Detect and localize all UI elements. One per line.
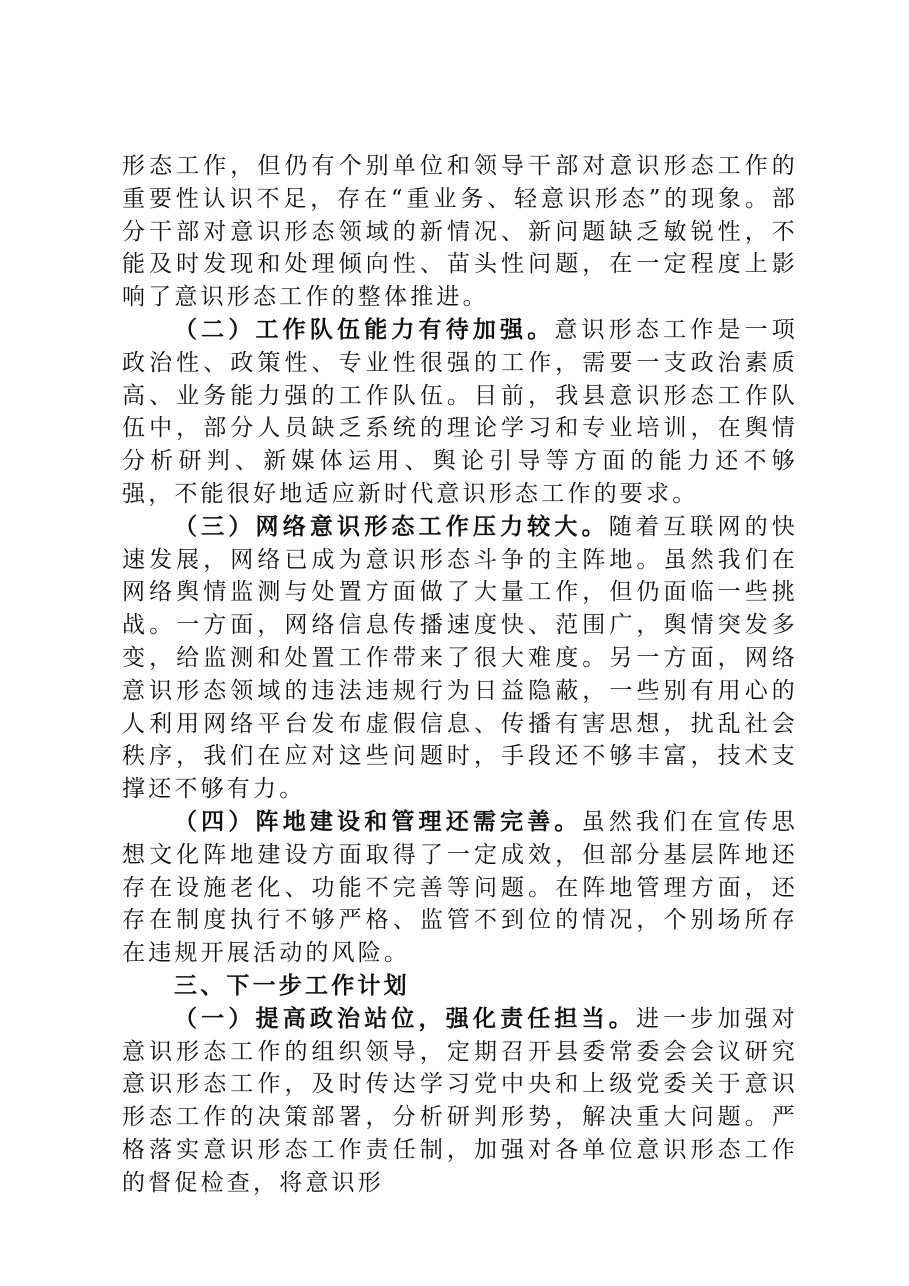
paragraph-political-stance (122, 1003, 798, 1200)
paragraph-body: 随着互联网的快速发展，网络已成为意识形态斗争的主阵地。虽然我们在网络舆情监测与处置方面做了大量工作，但仍面临一些挑战。一方面，网络信息传播速度快、范围广，舆情突发多变，给监测和处置工作带来了很大难度。另一方面，网络意识形态领域的违法违规行为日益隐蔽，一些别有用心的人利用网络平台发布虚假信息、传播有害思想，扰乱社会秩序，我们在应对这些问题时，手段还不够丰富，技术支撑还不够有力。 (122, 513, 798, 803)
paragraph-body: 形态工作，但仍有个别单位和领导干部对意识形态工作的重要性认识不足，存在“重业务、轻意识形态”的现象。部分干部对意识形态领域的新情况、新问题缺乏敏锐性，不能及时发现和处理倾向性、苗头性问题，在一定程度上影响了意识形态工作的整体推进。 (122, 153, 798, 311)
paragraph-body: 进一步加强对意识形态工作的组织领导，定期召开县委常委会会议研究意识形态工作，及时传达学习党中央和上级党委关于意识形态工作的决策部署，分析研判形势，解决重大问题。严格落实意识形态工作责任制，加强对各单位意识形态工作的督促检查，将意识形 (122, 1005, 798, 1196)
paragraph-team-capacity (122, 314, 798, 511)
document-page (122, 150, 798, 1200)
paragraph-lead: （四）阵地建设和管理还需完善。 (174, 808, 582, 835)
paragraph-lead: （三）网络意识形态工作压力较大。 (174, 513, 609, 540)
section-heading-next-plan: 三、下一步工作计划 (174, 972, 410, 999)
paragraph-lead: （一）提高政治站位，强化责任担当。 (174, 1005, 636, 1032)
paragraph-continuation (122, 150, 798, 314)
paragraph-position-building (122, 806, 798, 970)
paragraph-network-pressure (122, 511, 798, 806)
paragraph-body: 意识形态工作是一项政治性、政策性、专业性很强的工作，需要一支政治素质高、业务能力强的工作队伍。目前，我县意识形态工作队伍中，部分人员缺乏系统的理论学习和专业培训，在舆情分析研判、新媒体运用、舆论引导等方面的能力还不够强，不能很好地适应新时代意识形态工作的要求。 (122, 316, 798, 507)
paragraph-body: 虽然我们在宣传思想文化阵地建设方面取得了一定成效，但部分基层阵地还存在设施老化、功能不完善等问题。在阵地管理方面，还存在制度执行不够严格、监管不到位的情况，个别场所存在违规开展活动的风险。 (122, 808, 798, 967)
paragraph-lead: （二）工作队伍能力有待加强。 (174, 316, 555, 343)
